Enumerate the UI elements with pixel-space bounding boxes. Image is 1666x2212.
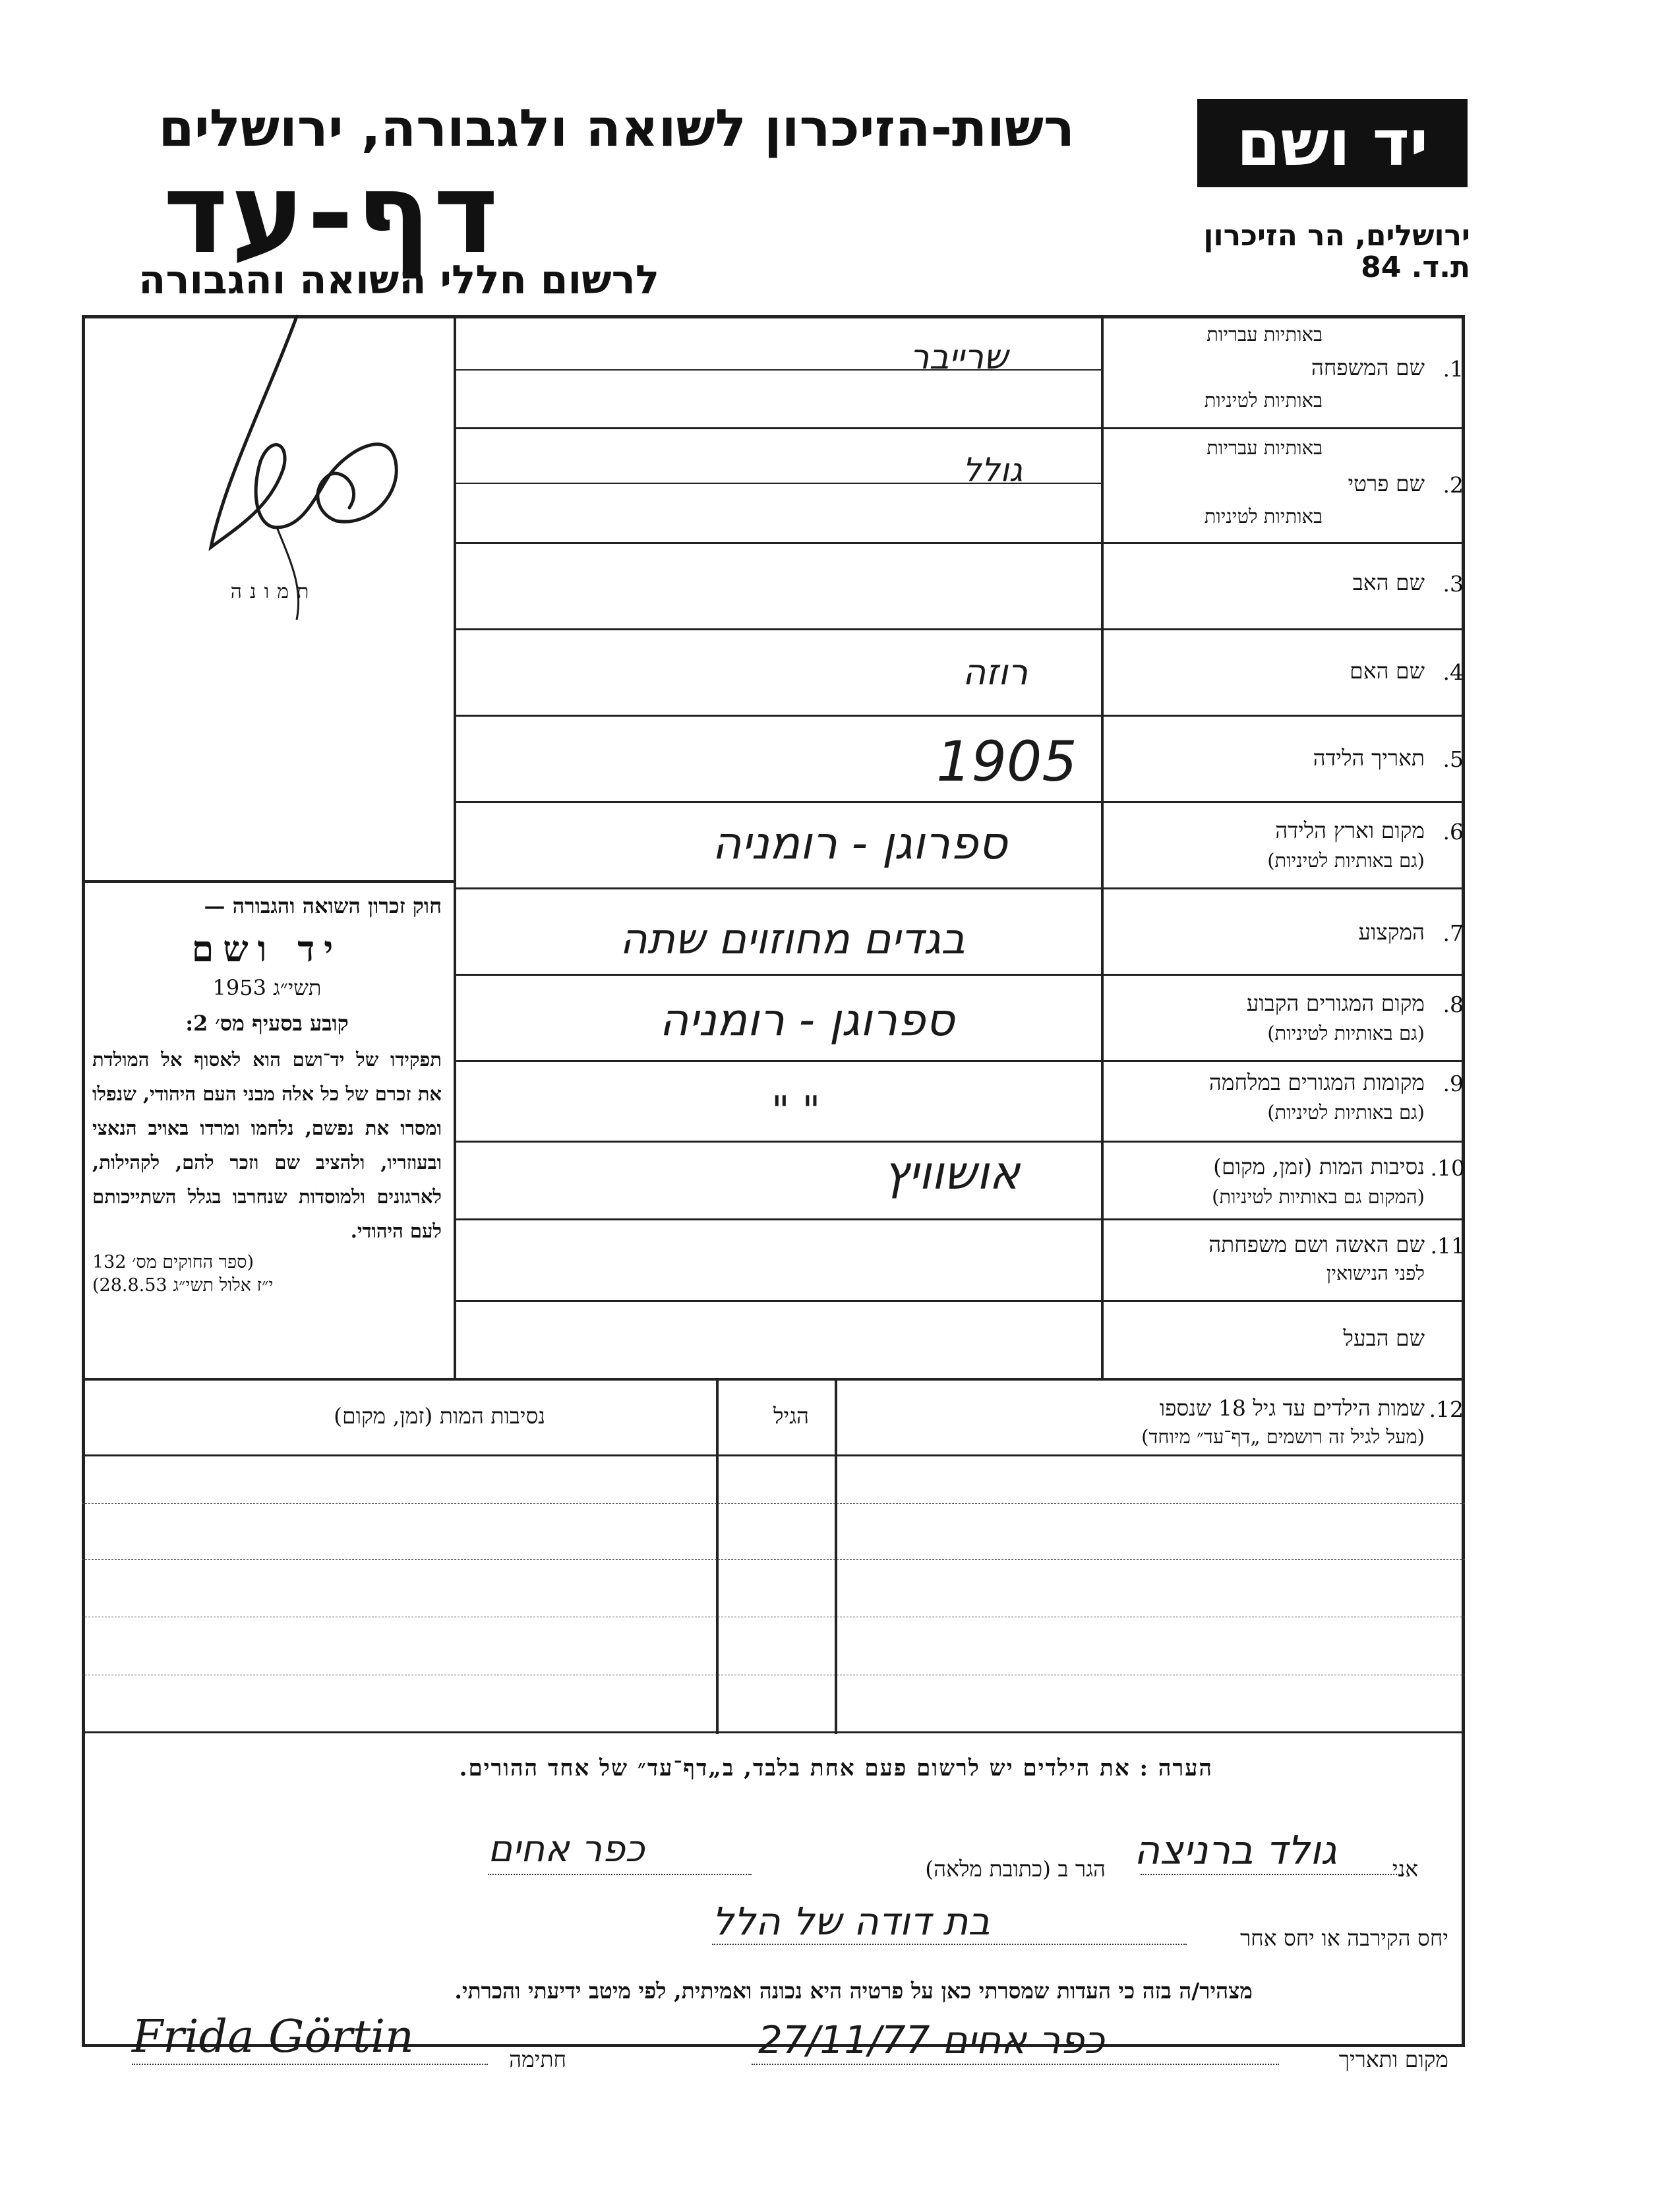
field-9-value: " " — [771, 1088, 821, 1134]
frame-left — [82, 315, 85, 2047]
field-4-value: רוזה — [963, 651, 1028, 693]
field-6-value: ספרוגן - רומניה — [712, 818, 1007, 870]
children-header-line — [82, 1454, 1465, 1456]
address — [1174, 220, 1470, 284]
children-row — [82, 1503, 1465, 1505]
field-1-value: שרייבר — [910, 338, 1008, 377]
children-table-bottom — [82, 1731, 1465, 1733]
law-box — [92, 893, 442, 1296]
field-5-value: 1905 — [936, 729, 1077, 794]
field-10-sub: (המקום גם באותיות לטיניות) — [1212, 1185, 1425, 1208]
row-line — [454, 427, 1464, 429]
relation-value: בת דודה של הלל — [712, 1899, 990, 1944]
field-4-label: שם האם — [1350, 658, 1425, 684]
dotted-line — [712, 1944, 1187, 1946]
row-line — [454, 1218, 1464, 1220]
law-text: תפקידו של יד־ושם הוא לאסוף אל המולדת את זכרם של כל אלה מבני העם היהודי, שנפלו ומסרו את נפשם, נלחמו ומרדו באויב הנאצי ובעוזריו, ולהציב שם וזכר להם, לקהילות, לארגונים ולמוסדות שנחרבו בגלל השתייכותם לעם היהודי. — [92, 1048, 442, 1242]
field-2-label: שם פרטי — [1348, 471, 1425, 496]
hebrew-letters-note: באותיות עבריות — [1206, 323, 1323, 345]
field-11-number: 11. — [1430, 1233, 1465, 1259]
signature-value: Frida Görtin — [132, 2011, 414, 2063]
children-row — [82, 1675, 1465, 1677]
husband-name-label: שם הבעל — [1343, 1325, 1425, 1351]
law-source-1: (ספר החוקים מס׳ 132 — [92, 1252, 254, 1272]
field-6-label: מקום וארץ הלידה — [1275, 818, 1425, 843]
i-label: אני — [1392, 1856, 1418, 1882]
field-11-label: שם האשה ושם משפחתה — [1208, 1232, 1425, 1257]
field-8-number: 8. — [1443, 992, 1464, 1017]
law-year: תשי״ג 1953 — [212, 975, 322, 1000]
declarant-name-value: גולד ברניצה — [1134, 1828, 1337, 1874]
field-10-number: 10. — [1430, 1155, 1465, 1181]
row-line — [454, 887, 1464, 889]
dotted-line — [488, 1874, 752, 1876]
address-line-1: ירושלים, הר הזיכרון — [1203, 219, 1470, 253]
field-7-number: 7. — [1443, 920, 1464, 946]
field-12-number: 12. — [1429, 1396, 1464, 1422]
field-5-label: תאריך הלידה — [1313, 745, 1425, 771]
yad-vashem-logo: יד ושם — [1197, 99, 1468, 187]
field-1-label: שם המשפחה — [1311, 355, 1425, 380]
row-line — [454, 801, 1464, 803]
row-line — [454, 542, 1464, 544]
dotted-line — [1141, 1874, 1404, 1876]
photo-label: תמונה — [230, 580, 317, 603]
field-10-label: נסיבות המות (זמן, מקום) — [1213, 1154, 1425, 1180]
field-9-number: 9. — [1443, 1071, 1464, 1096]
children-note: הערה : את הילדים יש לרשום פעם אחת בלבד, ב„דף־עד״ של אחד ההורים. — [459, 1755, 1213, 1781]
row-line — [454, 1060, 1464, 1062]
field-6-latin-note: (גם באותיות לטיניות) — [1267, 849, 1425, 872]
relation-label: יחס הקירבה או יחס אחר — [1239, 1925, 1448, 1951]
dotted-line — [752, 2064, 1279, 2066]
law-title: חוק זכרון השואה והגבורה — — [204, 893, 442, 918]
latin-letters-note: באותיות לטיניות — [1204, 505, 1323, 527]
row-line — [454, 1141, 1464, 1143]
dotted-line — [132, 2064, 488, 2066]
latin-letters-note: באותיות לטיניות — [1204, 389, 1323, 411]
law-clause: קובע בסעיף מס׳ 2: — [185, 1011, 349, 1036]
children-age-header: הגיל — [773, 1403, 809, 1429]
photo-box-bottom — [82, 880, 455, 883]
children-row — [82, 1617, 1465, 1619]
field-7-label: המקצוע — [1358, 919, 1425, 945]
children-death-header: נסיבות המות (זמן, מקום) — [334, 1403, 545, 1429]
declarant-address-value: כפר אחים — [488, 1828, 645, 1870]
field-11-sub: לפני הנישואין — [1326, 1262, 1425, 1284]
row-line — [454, 974, 1464, 976]
field-10-value: אושוויץ — [883, 1146, 1021, 1200]
field-3-number: 3. — [1443, 571, 1464, 597]
field-3-label: שם האב — [1352, 570, 1425, 595]
children-label: שמות הילדים עד גיל 18 שנספו — [1159, 1395, 1425, 1421]
field-1-number: 1. — [1443, 356, 1464, 382]
field-7-value: בגדים מחוזוים שתה — [620, 915, 966, 964]
children-sub: (מעל לגיל זה רושמים „דף־עד״ מיוחד) — [1141, 1425, 1425, 1448]
children-divider-age-right — [835, 1378, 837, 1734]
page-title: דף-עד — [163, 149, 501, 278]
field-8-label: מקום המגורים הקבוע — [1246, 990, 1425, 1016]
page-subtitle: לרשום חללי השואה והגבורה — [138, 257, 659, 303]
resides-label: הגר ב (כתובת מלאה) — [925, 1856, 1106, 1882]
declaration-text: מצהיר/ה בזה כי העדות שמסרתי כאן על פרטיה היא נכונה ואמיתית, לפי מיטב ידיעתי והכרתי. — [454, 1978, 1253, 2004]
law-name: יד ושם — [191, 928, 343, 970]
field-2-value: גולל — [963, 451, 1023, 489]
place-date-value: כפר אחים 27/11/77 — [758, 2018, 1105, 2062]
field-8-latin-note: (גם באותיות לטיניות) — [1267, 1022, 1425, 1044]
photo-scribble — [198, 310, 415, 626]
field-5-number: 5. — [1443, 746, 1464, 772]
section-line — [82, 1378, 1465, 1381]
field-4-number: 4. — [1443, 659, 1464, 685]
row-line — [454, 715, 1464, 717]
place-date-label: מקום ותאריך — [1338, 2047, 1448, 2072]
hebrew-letters-note: באותיות עבריות — [1206, 436, 1323, 459]
field-9-label: מקומות המגורים במלחמה — [1208, 1069, 1425, 1095]
children-row — [82, 1559, 1465, 1561]
law-source-2: י״ז אלול תשי״ג 28.8.53) — [92, 1275, 274, 1296]
organization-name: רשות-הזיכרון לשואה ולגבורה, ירושלים — [158, 99, 1075, 158]
field-8-value: ספרוגן - רומניה — [659, 994, 955, 1046]
children-divider-age-left — [716, 1378, 719, 1734]
address-line-2: ת.ד. 84 — [1361, 251, 1470, 284]
signature-label: חתימה — [509, 2047, 566, 2072]
field-6-number: 6. — [1443, 819, 1464, 845]
row-line — [454, 628, 1464, 630]
row-line — [454, 1300, 1464, 1302]
field-9-latin-note: (גם באותיות לטיניות) — [1267, 1101, 1425, 1123]
field-2-number: 2. — [1443, 472, 1464, 498]
